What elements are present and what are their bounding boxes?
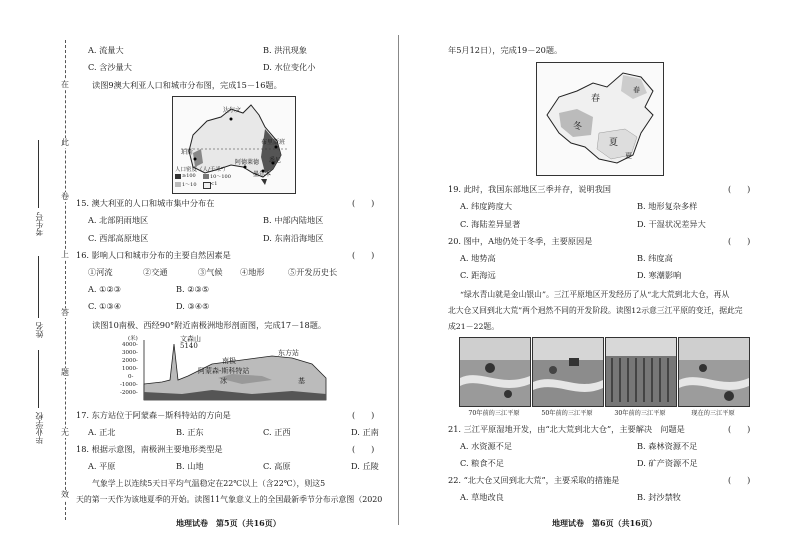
q18-option-a: A. 平原	[88, 461, 116, 471]
paragraph-line: 成21－22题。	[448, 322, 500, 331]
season-label: 夏	[609, 138, 619, 148]
binding-char: 上	[61, 250, 69, 259]
season-label: 春	[591, 94, 601, 104]
profile-ytick: -2000-	[120, 390, 138, 396]
q16-item: ①河流	[88, 267, 113, 277]
q19-stem: 19. 此时，我国东部地区三季并存，说明我国	[448, 184, 611, 194]
panel-caption: 70年前的三江平原	[468, 410, 520, 417]
q20-option-b: B. 纬度高	[637, 253, 673, 263]
q19-answer-bracket: ( )	[728, 185, 751, 194]
q18-answer-bracket: ( )	[352, 445, 375, 454]
legend-item: 1～10	[182, 182, 197, 188]
binding-char: 此	[61, 138, 69, 147]
q17-option-a: A. 正北	[88, 427, 116, 437]
candidate-no-line	[38, 140, 39, 208]
q19-option-a: A. 纬度跨度大	[460, 201, 513, 211]
school-label: 毕业学校	[35, 412, 44, 444]
profile-ytick: 2000-	[122, 358, 138, 364]
profile-ytick: 4000-	[122, 342, 138, 348]
profile-ytick: 3000-	[122, 350, 138, 356]
q14-option-d: D. 水位变化小	[263, 62, 316, 72]
q18-option-d: D. 丘陵	[351, 461, 379, 471]
q16-item: ⑤开发历史长	[288, 267, 338, 277]
q21-option-b: B. 森林资源不足	[637, 441, 698, 451]
profile-unit: (米)	[128, 336, 138, 342]
season-label: 春	[633, 86, 640, 94]
q16-answer-bracket: ( )	[352, 251, 375, 260]
q16-item: ③气候	[198, 267, 223, 277]
q20-option-a: A. 地势高	[460, 253, 496, 263]
footer-left: 地理试卷 第5页（共16页）	[176, 518, 281, 528]
page-divider	[398, 35, 399, 525]
q22-stem: 22. “北大仓又回到北大荒”，主要采取的措施是	[448, 475, 620, 485]
q15-option-d: D. 东南沿海地区	[263, 233, 324, 243]
intro-15-16: 读图9澳大利亚人口和城市分布图，完成15－16题。	[92, 80, 282, 90]
q16-item: ④地形	[240, 267, 265, 277]
city-label: 悉尼	[269, 157, 282, 164]
profile-label: 冰	[220, 377, 227, 385]
legend-swatch	[175, 174, 181, 179]
paragraph-line: “绿水青山就是金山银山”。三江平原地区开发经历了从“北大荒到北大仓，再从	[460, 290, 730, 299]
panel-caption: 30年前的三江平原	[614, 410, 666, 417]
panel-70-years-ago	[459, 337, 531, 407]
legend-swatch	[203, 174, 209, 179]
q14-option-a: A. 流量大	[88, 45, 124, 55]
q15-answer-bracket: ( )	[352, 199, 375, 208]
profile-label: 南极	[222, 357, 236, 365]
q21-option-c: C. 粮食不足	[460, 458, 504, 468]
q14-option-b: B. 洪汛现象	[263, 45, 307, 55]
binding-char: 卷	[61, 192, 69, 201]
q15-option-b: B. 中部内陆地区	[263, 215, 324, 225]
legend-swatch	[175, 182, 181, 187]
city-label: 布里斯班	[261, 139, 286, 146]
panel-art	[606, 338, 676, 406]
binding-char: 无	[61, 428, 69, 437]
candidate-no-label: 考生号	[35, 212, 44, 236]
season-label: 夏	[625, 152, 632, 160]
legend-title: 人口密度（人/千米²）	[175, 167, 229, 173]
legend-item: <1	[210, 181, 218, 187]
panel-now	[678, 337, 750, 407]
panel-caption: 现在的三江平原	[691, 410, 735, 417]
q16-stem: 16. 影响人口和城市分布的主要自然因素是	[76, 250, 231, 260]
peak-value: 5140	[180, 342, 198, 350]
q16-option-d: D. ③④⑤	[176, 301, 210, 311]
q17-answer-bracket: ( )	[352, 411, 375, 420]
binding-char: 题	[61, 368, 69, 377]
panel-art	[679, 338, 749, 406]
profile-ytick: -1000-	[120, 382, 138, 388]
q15-stem: 15. 澳大利亚的人口和城市集中分布在	[76, 198, 215, 208]
q16-item: ②交通	[143, 267, 168, 277]
q18-option-b: B. 山地	[176, 461, 204, 471]
q16-option-b: B. ②③⑤	[176, 284, 210, 294]
q21-answer-bracket: ( )	[728, 425, 751, 434]
panel-art	[460, 338, 530, 406]
australia-map	[172, 96, 296, 194]
q20-option-d: D. 寒潮影响	[637, 270, 682, 280]
profile-ytick: 1000-	[122, 366, 138, 372]
q18-stem: 18. 根据示意图，南极洲主要地形类型是	[76, 444, 223, 454]
peak-name: 文森山	[180, 335, 201, 343]
binding-char: 效	[61, 490, 69, 499]
name-label: 姓名	[35, 322, 44, 338]
binding-char: 在	[61, 80, 69, 89]
q17-option-d: D. 正南	[351, 427, 379, 437]
panel-caption: 50年前的三江平原	[541, 410, 593, 417]
school-line	[38, 350, 39, 408]
binding-char: 答	[61, 308, 69, 317]
legend-item: ≥100	[182, 173, 196, 179]
q14-option-c: C. 含沙量大	[88, 62, 132, 72]
q17-option-b: B. 正东	[176, 427, 204, 437]
panel-30-years-ago	[605, 337, 677, 407]
q20-answer-bracket: ( )	[728, 237, 751, 246]
q19-option-d: D. 干湿状况差异大	[637, 219, 706, 229]
q16-option-a: A. ①②③	[88, 284, 122, 294]
binding-line	[65, 40, 66, 520]
city-label: 阿德莱德	[235, 159, 260, 166]
panel-art	[533, 338, 603, 406]
q20-stem: 20. 图中，A地仍处于冬季，主要原因是	[448, 236, 593, 246]
profile-label: 基	[298, 377, 305, 385]
paragraph-line: 年5月12日），完成19－20题。	[448, 45, 563, 55]
q18-option-c: C. 高原	[263, 461, 291, 471]
q21-option-a: A. 水资源不足	[460, 441, 513, 451]
city-label: 墨尔本	[253, 171, 272, 178]
china-season-map	[536, 62, 664, 176]
q16-option-c: C. ①③④	[88, 301, 122, 311]
q17-stem: 17. 东方站位于阿蒙森－斯科特站的方向是	[76, 410, 231, 420]
name-line	[38, 256, 39, 318]
legend-item: 10～100	[210, 174, 231, 180]
paragraph-line: 天的第一天作为该地夏季的开始。读图11气象意义上的全国最新季节分布示意图（2020	[76, 495, 383, 504]
profile-ytick: 0-	[128, 374, 134, 380]
profile-label: 东方站	[278, 349, 299, 357]
city-label: 珀斯	[181, 149, 194, 156]
q15-option-a: A. 北部阴雨地区	[88, 215, 149, 225]
q21-option-d: D. 矿产资源不足	[637, 458, 698, 468]
q19-option-b: B. 地形复杂多样	[637, 201, 698, 211]
q22-answer-bracket: ( )	[728, 476, 751, 485]
china-outline	[537, 63, 663, 175]
paragraph-line: 气象学上以连续5天日平均气温稳定在22℃以上（含22℃），则这5	[92, 479, 326, 488]
q21-stem: 21. 三江平原湿地开发，由“北大荒到北大仓”，主要解决 问题是	[448, 424, 685, 434]
q20-option-c: C. 距海远	[460, 270, 496, 280]
intro-17-18: 读图10南极、西经90°附近南极洲地形剖面图，完成17－18题。	[92, 320, 327, 330]
antarctic-profile	[122, 334, 332, 406]
q22-option-a: A. 草地改良	[460, 492, 504, 502]
q22-option-b: B. 封沙禁牧	[637, 492, 681, 502]
city-label: 达尔文	[223, 107, 242, 114]
panel-50-years-ago	[532, 337, 604, 407]
q19-option-c: C. 海陆差异显著	[460, 219, 521, 229]
season-label: 冬	[573, 122, 583, 132]
q15-option-c: C. 西部高原地区	[88, 233, 149, 243]
q17-option-c: C. 正西	[263, 427, 291, 437]
profile-label: 阿蒙森-斯科特站	[198, 367, 250, 375]
footer-right: 地理试卷 第6页（共16页）	[552, 518, 657, 528]
paragraph-line: 北大仓又回到北大荒”两个迥然不同的开发阶段。读图12示意三江平原的变迁，据此完	[448, 306, 743, 315]
